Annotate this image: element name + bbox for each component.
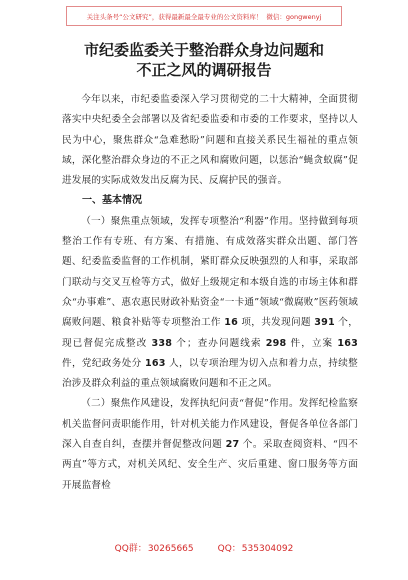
qq-label: QQ：: [217, 544, 241, 554]
count-rectified: 338: [151, 337, 173, 349]
promo-banner: [66, 6, 342, 26]
document-body: [62, 90, 358, 496]
p1-text-g: 人，以专项治理为切入点和着力点，持续整治涉及群众利益的重点领域腐败问题和不正之风。: [62, 357, 358, 390]
qq-group-number: 30265665: [147, 544, 194, 554]
p2-text-b: 个。采取查阅资料、“四不两直”等方式，对机关风纪、安全生产、灾后重建、窗口服务等方面开展监督检: [62, 439, 358, 491]
banner-wechat: 微信：gongwenyj: [266, 12, 322, 21]
title-line-2: 不正之风的调研报告: [136, 61, 272, 79]
count-projects: 16: [224, 317, 238, 329]
count-cases: 163: [337, 337, 358, 349]
qq-group-info: [115, 541, 194, 554]
count-issues: 391: [314, 317, 335, 329]
p1-text-f: 件，党纪政务处分: [62, 357, 146, 369]
qq-number: 535304092: [241, 544, 294, 554]
p1-text-d: 个；查办问题线索: [172, 337, 266, 349]
paragraph-2: [62, 394, 358, 495]
section-heading: 一、基本情况: [82, 195, 142, 207]
qq-group-label: QQ群：: [114, 544, 147, 554]
qq-info: [218, 541, 294, 554]
count-punished: 163: [145, 357, 166, 369]
p1-text-e: 件，立案: [286, 337, 338, 349]
count-problems: 27: [225, 439, 240, 451]
paragraph-1: [62, 212, 358, 395]
intro-paragraph: 今年以来，市纪委监委深入学习贯彻党的二十大精神，全面贯彻落实中央纪委全会部署以及省纪委监委和市委的工作要求，坚持以人民为中心，聚焦群众“急难愁盼”问题和直接关系民生福祉的重点领域，深化整治群众身边的不正之风和腐败问题，以惩治“蝇贪蚁腐”促进发展的实际成效发出反腐为民、反腐护民的强音。: [62, 94, 358, 187]
banner-text: 关注头条号“公文研究”，获得最新最全最专业的公文资料库！: [86, 12, 263, 21]
p2-text-a: （二）聚焦作风建设，发挥执纪问责“督促”作用。发挥纪检监察机关监督问责职能作用，针对机关能力作风建设，督促各单位各部门深入自查自纠，查摆并督促整改问题: [62, 398, 358, 451]
title-line-1: 市纪委监委关于整治群众身边问题和: [83, 41, 324, 59]
contact-footer: [0, 541, 408, 554]
p1-text-b: 项，共发现问题: [237, 317, 315, 329]
document-title: [40, 40, 368, 80]
count-clues: 298: [265, 337, 287, 349]
p1-text-a: （一）聚焦重点领域，发挥专项整治“利器”作用。坚持做到每项整治工作有专班、有方案、有措施、有成效落实群众出题、部门答题、纪委监委监督的工作机制，紧盯群众反映强烈的人和事，采取部门联动与交叉互检等方式，做好上级规定和本级自选的市场主体和群众“办事难”、惠农惠民财政补贴资金“一卡通”领域“微腐败”医药领域腐败问题、粮食补贴等专项整治工作: [62, 215, 358, 329]
p1-text-c: 个，现已督促完成整改: [62, 317, 358, 349]
